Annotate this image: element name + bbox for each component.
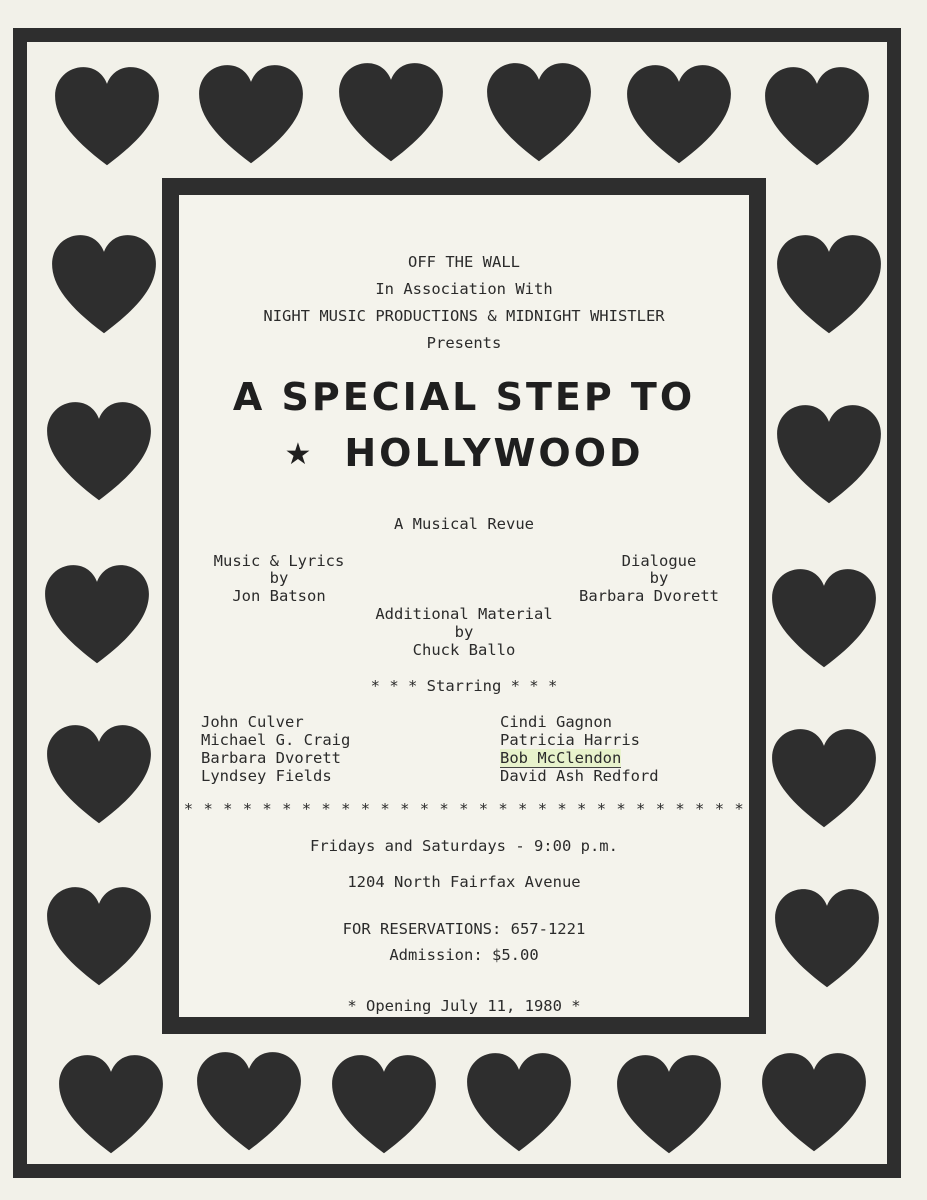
title-hollywood: HOLLYWOOD <box>344 431 644 475</box>
heart-icon <box>38 558 156 668</box>
heart-icon <box>460 1046 578 1156</box>
inner-panel <box>162 178 766 1034</box>
cast-highlighted-name: Bob McClendon <box>500 749 622 767</box>
cast-left-3: Barbara Dvorett <box>201 749 341 767</box>
presents-line: Presents <box>426 334 502 352</box>
additional-name: Chuck Ballo <box>412 641 516 659</box>
starring-heading: * * * Starring * * * <box>370 677 558 695</box>
producers: NIGHT MUSIC PRODUCTIONS & MIDNIGHT WHISTLER <box>263 307 665 325</box>
association-line: In Association With <box>375 280 553 298</box>
admission: Admission: $5.00 <box>389 946 539 964</box>
additional-by: by <box>454 623 474 641</box>
heart-icon <box>765 562 883 672</box>
cast-left-4: Lyndsey Fields <box>201 767 332 785</box>
music-label: Music & Lyrics <box>213 552 345 570</box>
music-name: Jon Batson <box>232 587 326 605</box>
reservations: FOR RESERVATIONS: 657-1221 <box>342 920 586 938</box>
heart-icon <box>765 722 883 832</box>
heart-icon <box>40 395 158 505</box>
title-line-1: A SPECIAL STEP TO <box>232 375 696 419</box>
heart-icon <box>620 58 738 168</box>
music-by: by <box>269 569 289 587</box>
heart-icon <box>192 58 310 168</box>
cast-left-2: Michael G. Craig <box>201 731 351 749</box>
cast-right-2: Patricia Harris <box>500 731 640 749</box>
heart-icon <box>40 880 158 990</box>
heart-icon <box>48 60 166 170</box>
dialogue-name: Barbara Dvorett <box>579 587 719 605</box>
opening-date: * Opening July 11, 1980 * <box>347 997 581 1015</box>
heart-icon <box>40 718 158 828</box>
cast-right-3 <box>500 749 621 767</box>
presenter: OFF THE WALL <box>408 253 520 271</box>
address: 1204 North Fairfax Avenue <box>347 873 581 891</box>
cast-right-4: David Ash Redford <box>500 767 659 785</box>
heart-icon <box>755 1046 873 1156</box>
heart-icon <box>45 228 163 338</box>
title-line-2 <box>179 431 749 475</box>
cast-right-1: Cindi Gagnon <box>500 713 612 731</box>
heart-icon <box>758 60 876 170</box>
heart-icon <box>332 56 450 166</box>
star-icon: ★ <box>284 437 315 472</box>
schedule: Fridays and Saturdays - 9:00 p.m. <box>310 837 618 855</box>
dialogue-label: Dialogue <box>621 552 697 570</box>
heart-icon <box>190 1045 308 1155</box>
star-divider: * * * * * * * * * * * * * * * * * * * * * * * * * * * * * <box>183 800 745 818</box>
dialogue-by: by <box>649 569 669 587</box>
cast-left-1: John Culver <box>201 713 304 731</box>
subtitle: A Musical Revue <box>394 515 534 533</box>
heart-icon <box>52 1048 170 1158</box>
heart-icon <box>325 1048 443 1158</box>
heart-icon <box>770 228 888 338</box>
heart-icon <box>770 398 888 508</box>
heart-icon <box>610 1048 728 1158</box>
heart-icon <box>768 882 886 992</box>
heart-icon <box>480 56 598 166</box>
additional-label: Additional Material <box>375 605 553 623</box>
